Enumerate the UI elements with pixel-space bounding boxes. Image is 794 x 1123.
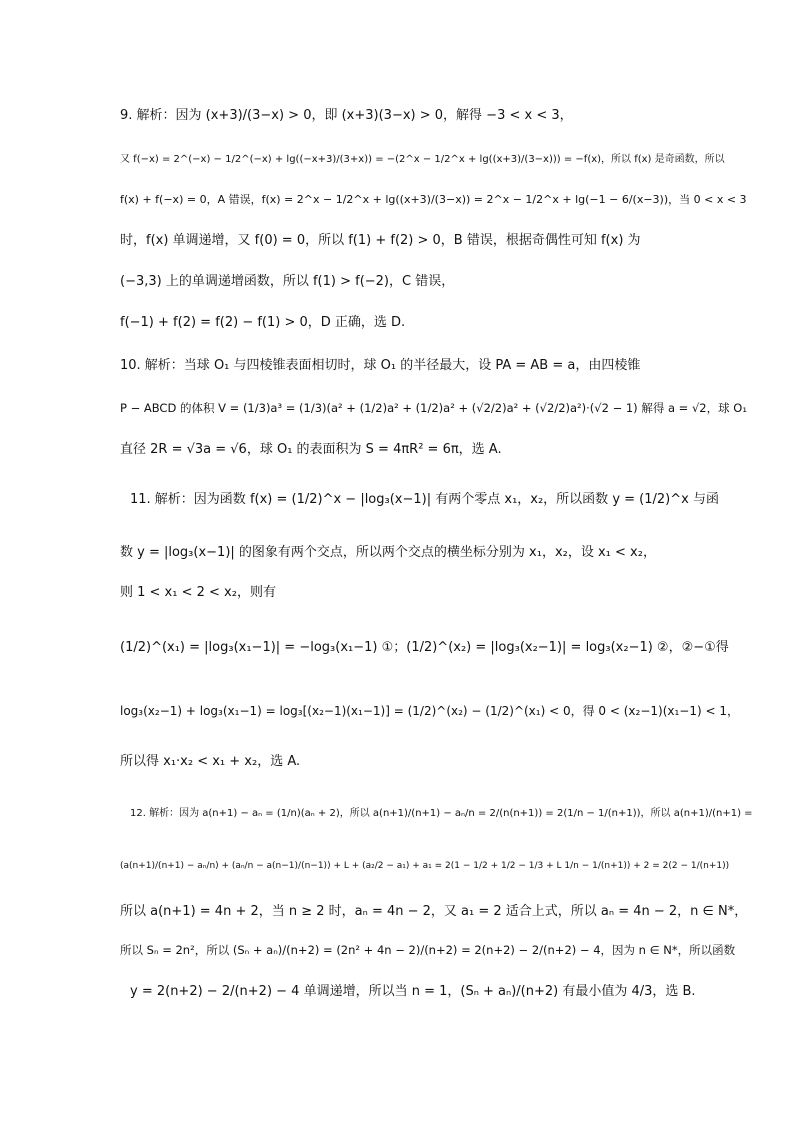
q9-line-3: f(x) + f(−x) = 0，A 错误，f(x) = 2^x − 1/2^x + lg((x+3)/(3−x)) = 2^x − 1/2^x + lg(−1 − 6/(x−3))，当 0 < x < 3 — [120, 193, 747, 206]
q11-line-4: (1/2)^(x₁) = |log₃(x₁−1)| = −log₃(x₁−1) ①；(1/2)^(x₂) = |log₃(x₂−1)| = log₃(x₂−1) ②，②−①得 — [120, 640, 729, 655]
q10-line-3: 直径 2R = √3a = √6，球 O₁ 的表面积为 S = 4πR² = 6π，选 A. — [120, 442, 502, 457]
q12-line-1: 12. 解析：因为 a(n+1) − aₙ = (1/n)(aₙ + 2)，所以 a(n+1)/(n+1) − aₙ/n = 2/(n(n+1)) = 2(1/n − 1/(n+1))，所以 a(n+1)/(n+1) = — [130, 808, 753, 819]
q12-line-2: (a(n+1)/(n+1) − aₙ/n) + (aₙ/n − a(n−1)/(n−1)) + L + (a₂/2 − a₁) + a₁ = 2(1 − 1/2 + 1/2 − 1/3 + L 1/n − 1/(n+1)) + 2 = 2(2 − 1/(n+1)) — [120, 861, 730, 871]
q12-line-4: 所以 Sₙ = 2n²，所以 (Sₙ + aₙ)/(n+2) = (2n² + 4n − 2)/(n+2) = 2(n+2) − 2/(n+2) − 4，因为 n ∈ N*，所以函数 — [120, 943, 736, 957]
q9-line-5: (−3,3) 上的单调递增函数，所以 f(1) > f(−2)，C 错误， — [120, 274, 455, 289]
q10-line-1: 10. 解析：当球 O₁ 与四棱锥表面相切时，球 O₁ 的半径最大，设 PA = AB = a，由四棱锥 — [120, 358, 641, 373]
q12-line-3: 所以 a(n+1) = 4n + 2，当 n ≥ 2 时，aₙ = 4n − 2，又 a₁ = 2 适合上式，所以 aₙ = 4n − 2，n ∈ N*， — [120, 904, 748, 919]
q9-line-4: 时，f(x) 单调递增，又 f(0) = 0，所以 f(1) + f(2) > 0，B 错误，根据奇偶性可知 f(x) 为 — [120, 233, 641, 248]
q9-line-1: 9. 解析：因为 (x+3)/(3−x) > 0，即 (x+3)(3−x) > 0，解得 −3 < x < 3， — [120, 108, 573, 123]
q11-line-3: 则 1 < x₁ < 2 < x₂，则有 — [120, 585, 276, 600]
q11-line-6: 所以得 x₁·x₂ < x₁ + x₂，选 A. — [120, 754, 301, 769]
q11-line-5: log₃(x₂−1) + log₃(x₁−1) = log₃[(x₂−1)(x₁−1)] = (1/2)^(x₂) − (1/2)^(x₁) < 0，得 0 < (x₂−1)(x₁−1) < 1， — [120, 704, 739, 718]
q9-line-6: f(−1) + f(2) = f(2) − f(1) > 0，D 正确，选 D. — [120, 315, 406, 330]
q9-line-2: 又 f(−x) = 2^(−x) − 1/2^(−x) + lg((−x+3)/(3+x)) = −(2^x − 1/2^x + lg((x+3)/(3−x))) = −f(x)，所以 f(x) 是奇函数，所以 — [120, 154, 725, 165]
q10-line-2: P − ABCD 的体积 V = (1/3)a³ = (1/3)(a² + (1/2)a² + (1/2)a² + (√2/2)a² + (√2/2)a²)·(√2 − 1) 解得 a = √2，球 O₁ — [120, 401, 747, 415]
q11-line-2: 数 y = |log₃(x−1)| 的图象有两个交点，所以两个交点的横坐标分别为 x₁，x₂，设 x₁ < x₂， — [120, 545, 656, 560]
q11-line-1: 11. 解析：因为函数 f(x) = (1/2)^x − |log₃(x−1)| 有两个零点 x₁，x₂，所以函数 y = (1/2)^x 与函 — [130, 492, 719, 507]
q12-line-5: y = 2(n+2) − 2/(n+2) − 4 单调递增，所以当 n = 1，(Sₙ + aₙ)/(n+2) 有最小值为 4/3，选 B. — [130, 984, 696, 999]
